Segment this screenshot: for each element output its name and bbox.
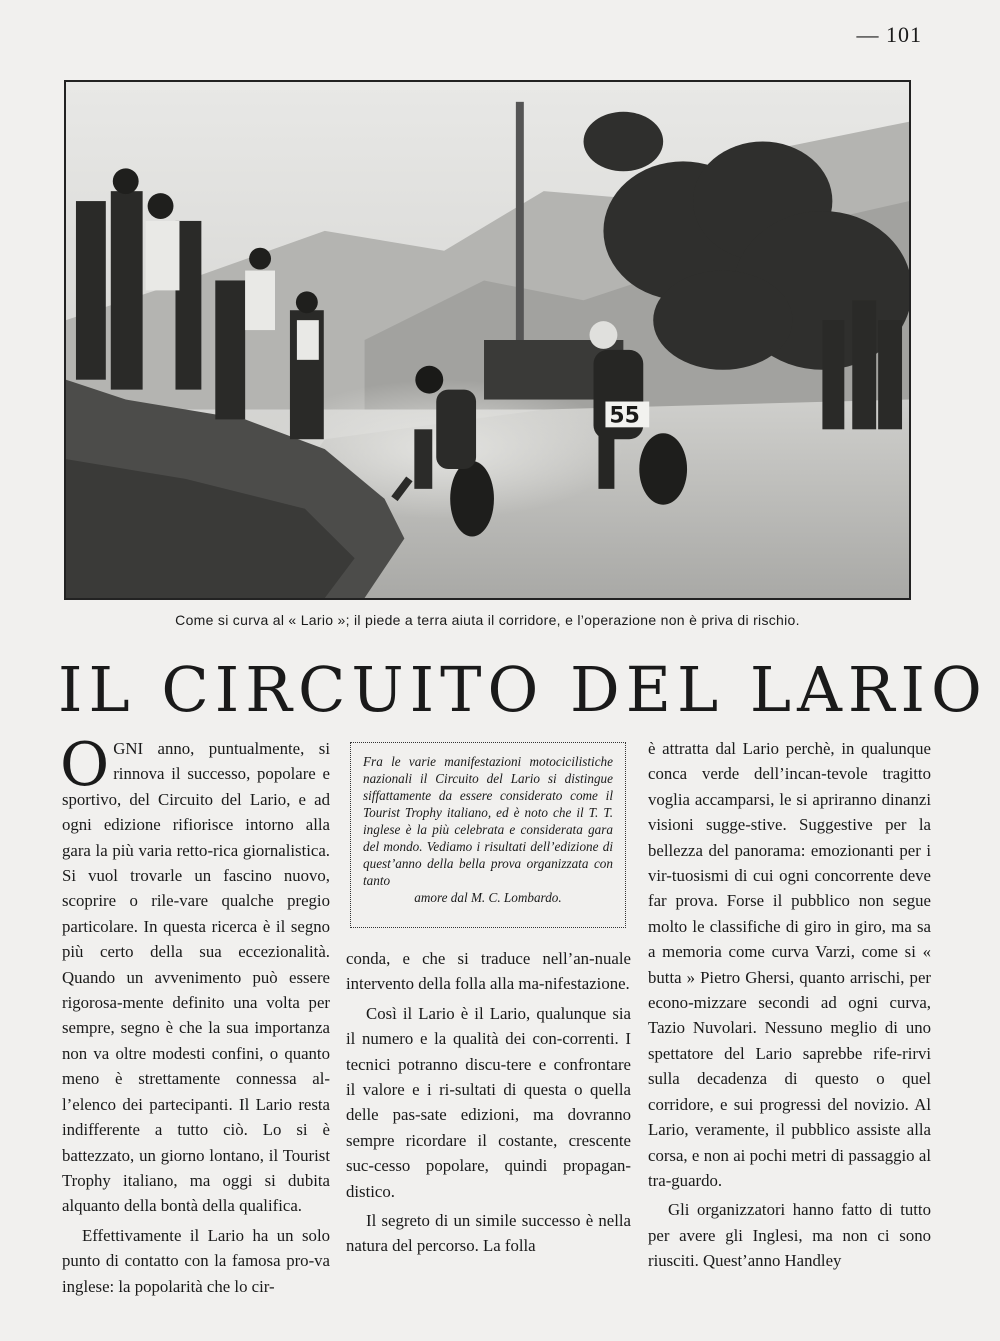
page-number: — 101 xyxy=(856,22,922,47)
drop-cap: O xyxy=(60,730,110,800)
article-abstract xyxy=(350,742,626,928)
photo-motorcycle-race-icon xyxy=(66,82,909,598)
article-headline: IL CIRCUITO DEL LARIO xyxy=(58,653,988,726)
race-photo xyxy=(64,80,911,600)
abstract-text: Fra le varie manifestazioni motocicilistiche nazionali il Circuito del Lario si distingue siffattamente da essere considerato come il Tourist Trophy italiano, ed è noto che il T. T. inglese è la più celebrata e considerata gara del mondo. Vediamo i risultati dell’edizione di quest’anno della bella prova organizzata con tanto xyxy=(363,754,613,888)
photo-caption: Come si curva al « Lario »; il piede a terra aiuta il corridore, e l’operazione non è priva di rischio. xyxy=(175,612,800,628)
paragraph-text: GNI anno, puntualmente, si rinnova il successo, popolare e sportivo, del Circuito del Lario, e ad ogni edizione rifiorisce intorno alla gara la più varia retto-rica giornalistica. Si vuol trovarle un fascino nuovo, scoprire o rile-vare qualche pregio particolare. In questa ricerca è il segno più certo della sua eccezionalità. Quando un avvenimento può essere rigorosa-mente definito una volta per sempre, segno è che la sua importanza non va oltre modesti confini, o quanto meno è strettamente connessa al-l’elenco dei partecipanti. Il Lario resta indifferente a tutto ciò. Lo si è battezzato, un giorno lontano, il Tourist Trophy italiano, ma oggi si dubita alquanto della bontà della qualifica. xyxy=(62,739,330,1216)
paragraph xyxy=(60,730,330,1219)
abstract-last-line: amore dal M. C. Lombardo. xyxy=(414,890,562,905)
paragraph: Gli organizzatori hanno fatto di tutto per avere gli Inglesi, ma non ci sono riusciti. Quest’anno Handley xyxy=(648,1200,931,1271)
paragraph: Così il Lario è il Lario, qualunque sia il numero e la qualità dei con-correnti. I tecnici potranno discu-tere e confrontare il valore e i ri-sultati di questa o quella delle pas-sate edizioni, ma dovranno sempre ricordare il costante, crescente suc-cesso popolare, quindi propagan-distico. xyxy=(346,1003,631,1201)
paragraph: è attratta dal Lario perchè, in qualunque conca verde dell’incan-tevole tragitto voglia accamparsi, le si apriranno dinanzi visioni sugge-stive. Suggestive per la bellezza del panorama: emozionanti per i vir-tuosismi di cui ogni concorrente deve far prova. Forse il pubblico non segue molto le classifiche di giro in giro, ma sa a memoria come curva Varzi, come si « butta » Pietro Ghersi, quanto arrischi, per econo-mizzare secondi ad ogni curva, Tazio Nuvolari. Nessuno meglio di uno spettatore del Lario saprebbe rife-rirvi sulla decadenza di questo o quel corridore, e sui progressi del novizio. Al Lario, veramente, il pubblico assiste alla corsa, e non ai pochi metri di passaggio al tra-guardo. xyxy=(648,739,931,1190)
column-1 xyxy=(60,730,330,1299)
paragraph: Effettivamente il Lario ha un solo punto di contatto con la famosa pro-va inglese: la popolarità che lo cir- xyxy=(62,1225,330,1296)
paragraph: conda, e che si traduce nell’an-nuale intervento della folla alla ma-nifestazione. xyxy=(346,949,631,994)
column-2 xyxy=(346,946,631,1259)
column-3 xyxy=(648,736,931,1274)
bike-number: 55 xyxy=(609,403,640,429)
paragraph: Il segreto di un simile successo è nella natura del percorso. La folla xyxy=(346,1211,631,1256)
